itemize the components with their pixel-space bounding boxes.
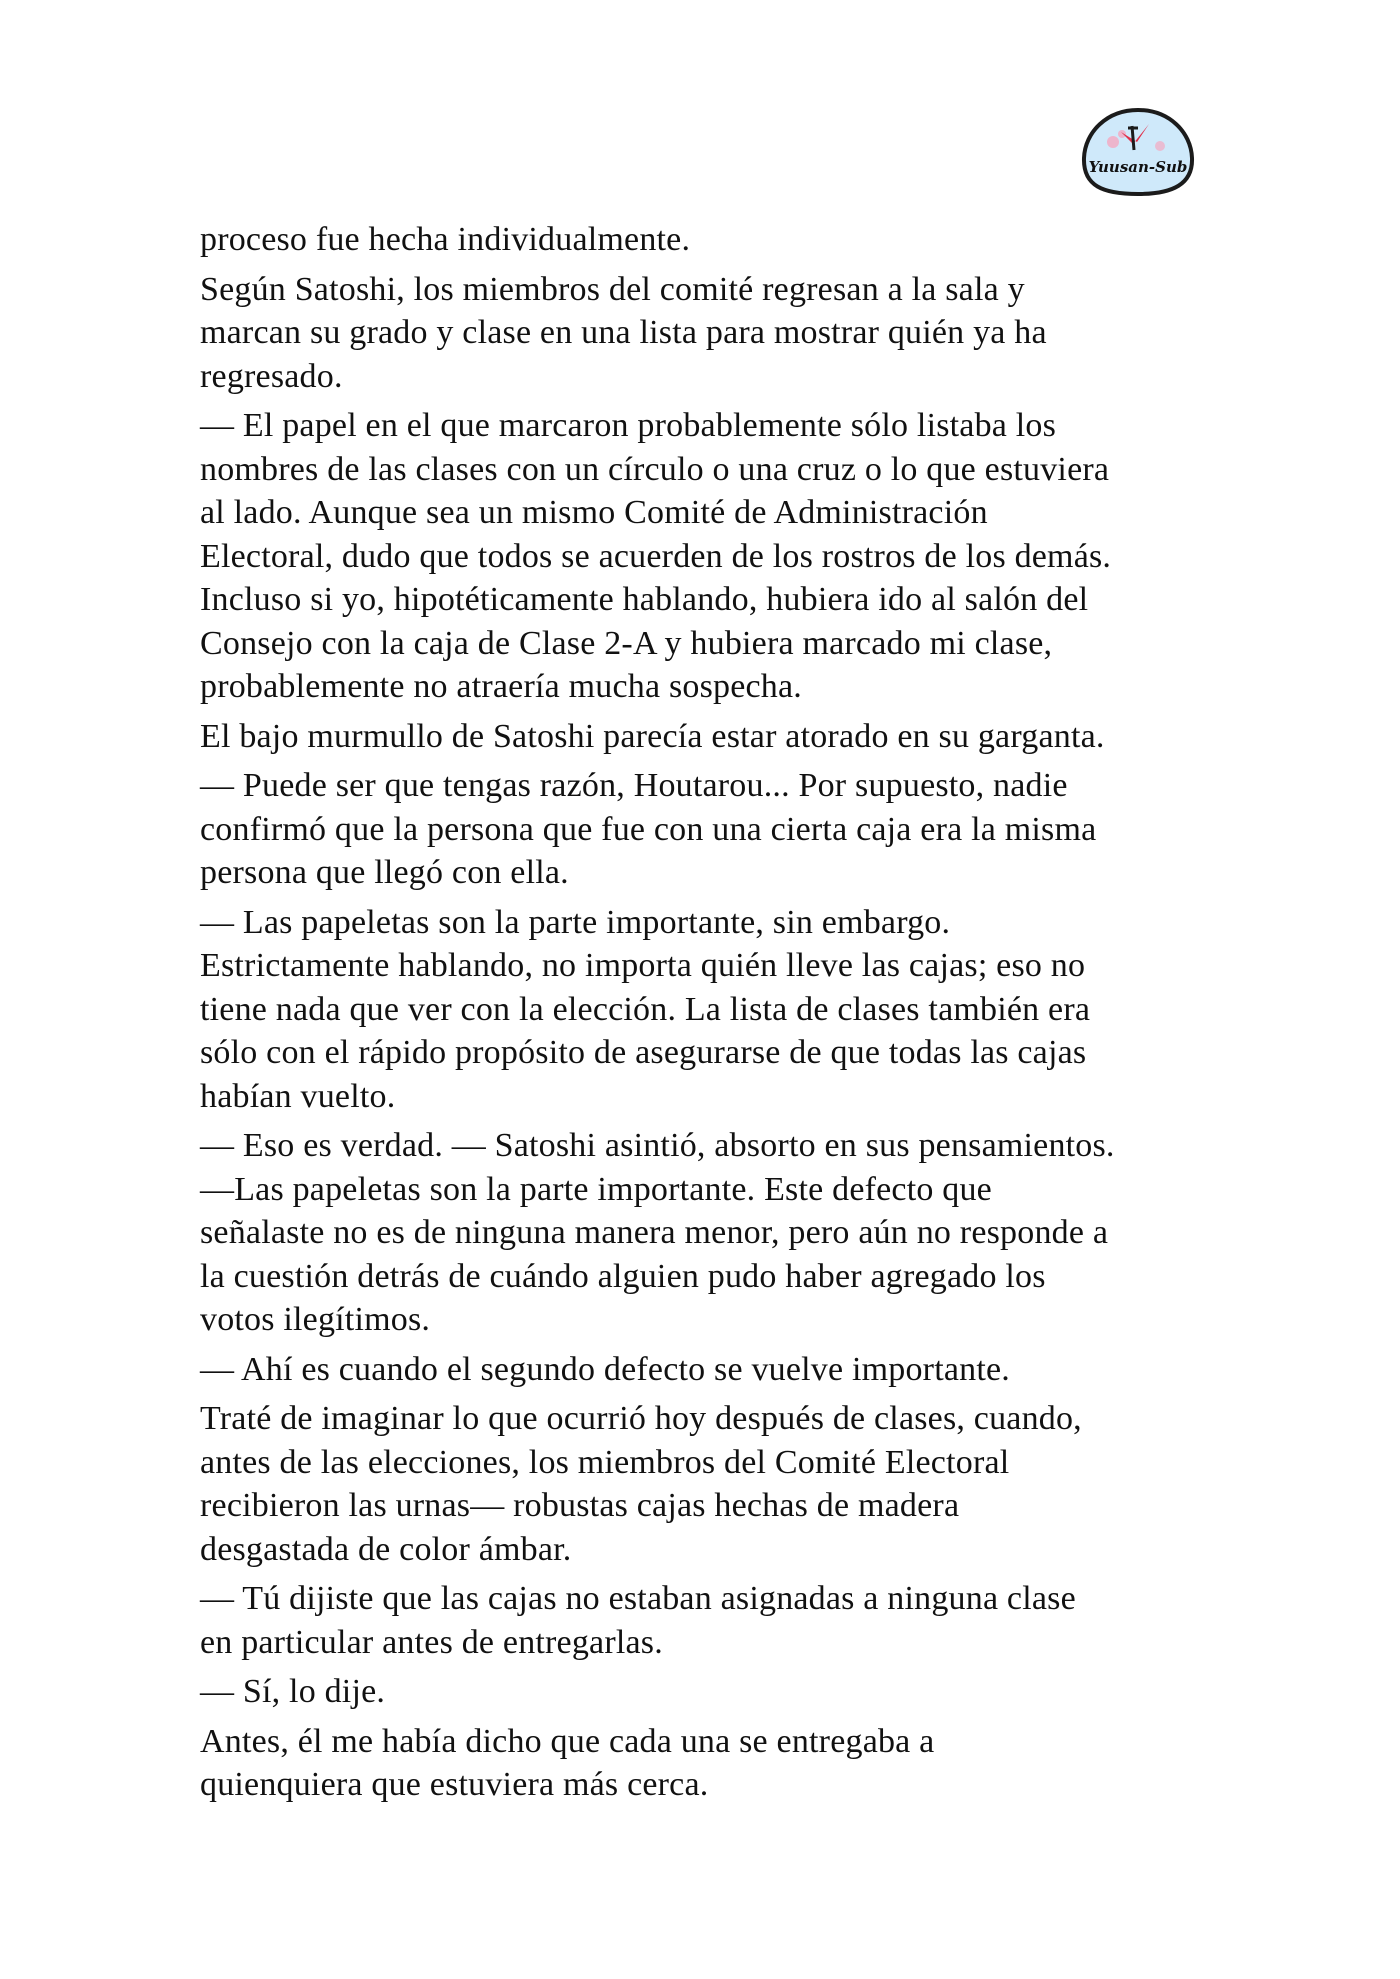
text-line: probablemente no atraería mucha sospecha. — [200, 668, 802, 705]
paragraph — [200, 1670, 1200, 1714]
text-line: Según Satoshi, los miembros del comité regresan a la sala y — [200, 270, 1025, 308]
text-line: — Sí, lo dije. — [200, 1673, 386, 1710]
text-line: en particular antes de entregarlas. — [200, 1623, 663, 1661]
paragraph — [200, 404, 1200, 709]
text-line: — Tú dijiste que las cajas no estaban asignadas a ninguna clase — [200, 1580, 1076, 1617]
text-line: persona que llegó con ella. — [200, 854, 569, 891]
paragraph — [200, 218, 1200, 262]
text-line: sólo con el rápido propósito de asegurarse de que todas las cajas — [200, 1034, 1087, 1071]
text-line: al lado. Aunque sea un mismo Comité de Administración — [200, 494, 988, 531]
text-line: recibieron las urnas— robustas cajas hechas de madera — [200, 1487, 960, 1524]
text-line: — Puede ser que tengas razón, Houtarou... Por supuesto, nadie — [200, 767, 1068, 804]
text-line: antes de las elecciones, los miembros del Comité Electoral — [200, 1443, 1010, 1481]
text-line: tiene nada que ver con la elección. La lista de clases también era — [200, 990, 1091, 1028]
text-line: Estrictamente hablando, no importa quién lleve las cajas; eso no — [200, 947, 1086, 984]
paragraph — [200, 764, 1200, 895]
logo-text: Yuusan-Sub — [1088, 158, 1188, 176]
text-line: Electoral, dudo que todos se acuerden de los rostros de los demás. — [200, 537, 1112, 575]
text-line: regresado. — [200, 357, 343, 395]
text-line: Traté de imaginar lo que ocurrió hoy después de clases, cuando, — [200, 1400, 1082, 1437]
text-line: Antes, él me había dicho que cada una se entregaba a — [200, 1722, 935, 1760]
text-line: — Eso es verdad. — Satoshi asintió, absorto en sus pensamientos. — [200, 1127, 1115, 1164]
page-body-text — [200, 218, 1200, 1813]
text-line: — Ahí es cuando el segundo defecto se vuelve importante. — [200, 1350, 1010, 1388]
text-line: El bajo murmullo de Satoshi parecía estar atorado en su garganta. — [200, 717, 1105, 755]
paragraph — [200, 1720, 1200, 1807]
text-line: quienquiera que estuviera más cerca. — [200, 1766, 709, 1803]
text-line: Consejo con la caja de Clase 2-A y hubiera marcado mi clase, — [200, 624, 1053, 662]
yuusan-sub-logo — [1081, 106, 1195, 198]
text-line: — Las papeletas son la parte importante, sin embargo. — [200, 903, 951, 941]
paragraph — [200, 268, 1200, 399]
text-line: habían vuelto. — [200, 1077, 396, 1115]
text-line: votos ilegítimos. — [200, 1301, 431, 1338]
text-line: Incluso si yo, hipotéticamente hablando, hubiera ido al salón del — [200, 581, 1089, 618]
text-line: desgastada de color ámbar. — [200, 1530, 572, 1568]
text-line: la cuestión detrás de cuándo alguien pudo haber agregado los — [200, 1257, 1046, 1295]
text-line: marcan su grado y clase en una lista para mostrar quién ya ha — [200, 314, 1047, 351]
text-line: — El papel en el que marcaron probablemente sólo listaba los — [200, 407, 1057, 444]
text-line: señalaste no es de ninguna manera menor, pero aún no responde a — [200, 1214, 1109, 1251]
text-line: —Las papeletas son la parte importante. Este defecto que — [200, 1170, 992, 1208]
paragraph — [200, 901, 1200, 1119]
text-line: confirmó que la persona que fue con una cierta caja era la misma — [200, 810, 1097, 848]
text-line: nombres de las clases con un círculo o una cruz o lo que estuviera — [200, 450, 1110, 488]
text-line: proceso fue hecha individualmente. — [200, 221, 691, 258]
paragraph — [200, 715, 1200, 759]
paragraph — [200, 1577, 1200, 1664]
paragraph — [200, 1348, 1200, 1392]
paragraph — [200, 1124, 1200, 1342]
paragraph — [200, 1397, 1200, 1571]
